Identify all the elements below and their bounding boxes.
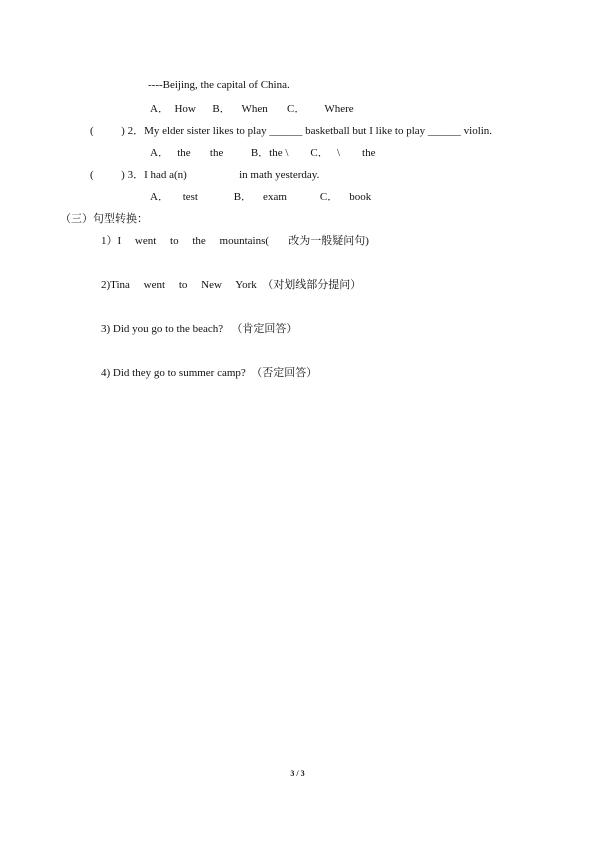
- transform-item-3: 3) Did you go to the beach? （肯定回答）: [101, 323, 298, 335]
- answer-line: ----Beijing, the capital of China.: [148, 79, 290, 91]
- transform-item-4: 4) Did they go to summer camp? （否定回答）: [101, 367, 318, 379]
- section-title: （三）句型转换：: [60, 213, 148, 225]
- q2-options: A． the the B．the \ C． \ the: [150, 147, 376, 159]
- q3-options: A． test B． exam C． book: [150, 191, 372, 203]
- q3-stem: ( ) 3．I had a(n) in math yesterday.: [90, 169, 320, 181]
- q2-stem: ( ) 2．My elder sister likes to play ______ basketball but I like to play ______ violin.: [90, 125, 493, 137]
- q1-options: A． How B． When C． Where: [150, 103, 354, 115]
- transform-item-1: 1）I went to the mountains( 改为一般疑问句): [101, 235, 369, 247]
- transform-item-2: 2)Tina went to New York （对划线部分提问）: [101, 279, 362, 291]
- page-number: 3 / 3: [290, 769, 305, 778]
